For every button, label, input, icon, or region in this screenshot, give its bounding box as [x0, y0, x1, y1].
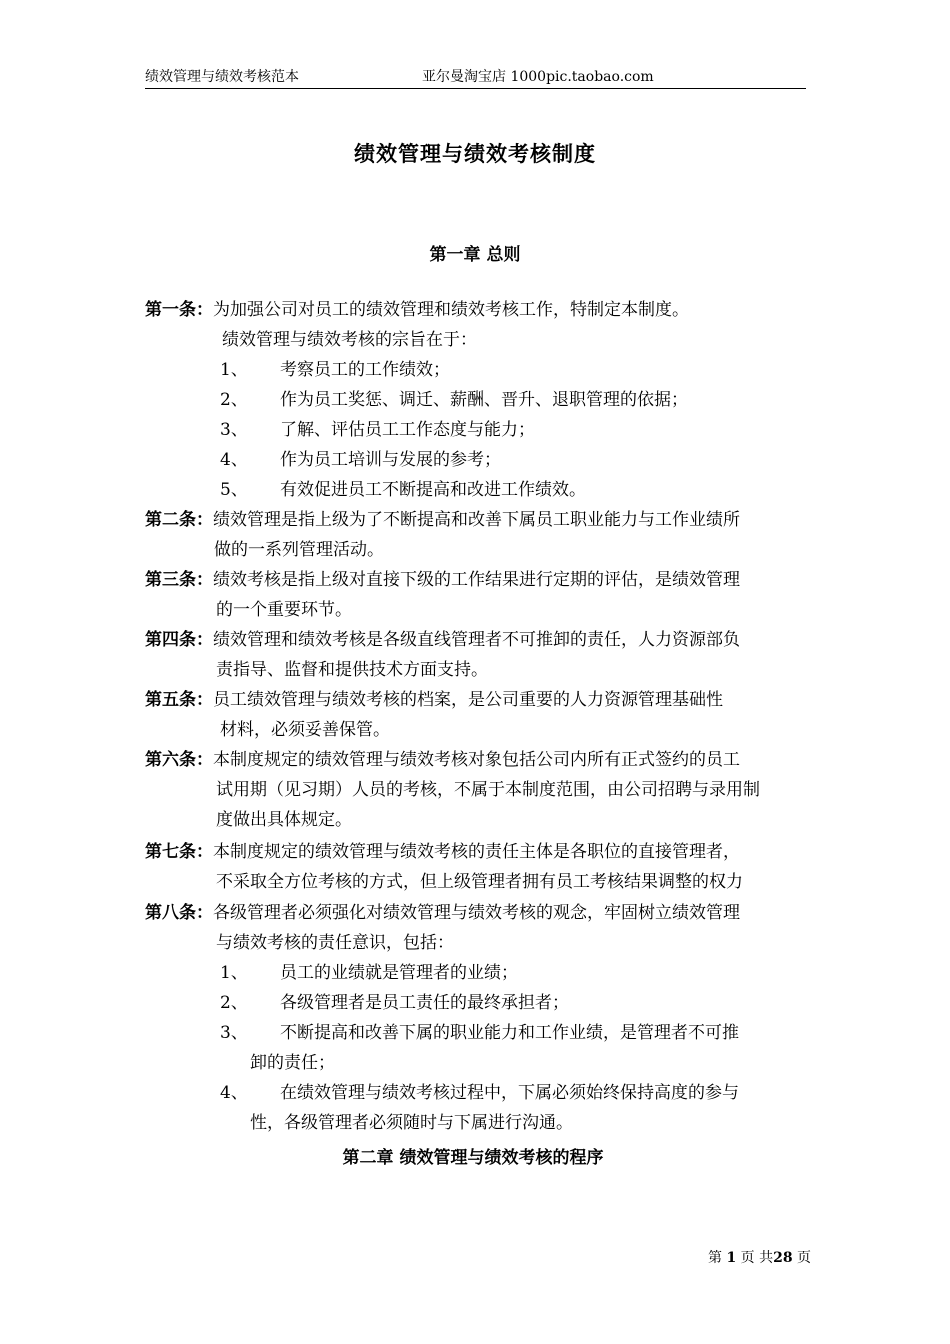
article-8 [145, 902, 740, 924]
chapter-2-heading: 第二章 绩效管理与绩效考核的程序 [342, 1148, 604, 1168]
list-item-text: 了解、评估员工工作态度与能力； [280, 420, 535, 440]
article-3 [145, 569, 740, 591]
article-8-continuation: 与绩效考核的责任意识，包括： [216, 933, 454, 953]
list-item-number: 2、 [220, 390, 248, 410]
page-footer [708, 1247, 811, 1267]
article-1-intro: 绩效管理与绩效考核的宗旨在于： [222, 330, 477, 350]
footer-page-number: 1 [726, 1250, 737, 1266]
footer-total-pages: 28 [773, 1250, 793, 1266]
list-item [220, 449, 501, 471]
article-8-label: 第八条： [145, 903, 213, 923]
article-1 [145, 299, 689, 321]
article-4-continuation: 责指导、监督和提供技术方面支持。 [216, 660, 488, 680]
article-6-continuation: 度做出具体规定。 [216, 810, 352, 830]
article-1-label: 第一条： [145, 300, 213, 320]
list-item [220, 359, 450, 381]
list-item-text: 在绩效管理与绩效考核过程中，下属必须始终保持高度的参与 [280, 1083, 739, 1103]
article-6-label: 第六条： [145, 750, 213, 770]
list-item [220, 992, 569, 1014]
list-item-text: 作为员工培训与发展的参考； [280, 450, 501, 470]
page-header [145, 66, 806, 89]
list-item [220, 1082, 739, 1104]
list-item [220, 419, 535, 441]
article-1-text: 为加强公司对员工的绩效管理和绩效考核工作，特制定本制度。 [213, 300, 689, 320]
article-5-continuation: 材料，必须妥善保管。 [220, 720, 390, 740]
list-item [220, 962, 518, 984]
list-item-number: 3、 [220, 420, 248, 440]
article-7-label: 第七条： [145, 842, 213, 862]
list-item-text: 有效促进员工不断提高和改进工作绩效。 [280, 480, 586, 500]
article-5-label: 第五条： [145, 690, 213, 710]
list-item [220, 1022, 739, 1044]
article-5 [145, 689, 723, 711]
footer-mid: 页 共 [740, 1250, 774, 1266]
article-6-text: 本制度规定的绩效管理与绩效考核对象包括公司内所有正式签约的员工 [213, 750, 740, 770]
list-item-text: 员工的业绩就是管理者的业绩； [280, 963, 518, 983]
article-3-label: 第三条： [145, 570, 213, 590]
article-2 [145, 509, 740, 531]
header-shop-name: 亚尔曼淘宝店 1000pic.taobao.com [422, 69, 654, 85]
list-item-text: 不断提高和改善下属的职业能力和工作业绩，是管理者不可推 [280, 1023, 739, 1043]
list-item [220, 479, 586, 501]
article-4 [145, 629, 740, 651]
article-7-continuation: 不采取全方位考核的方式，但上级管理者拥有员工考核结果调整的权力 [216, 872, 743, 892]
article-4-label: 第四条： [145, 630, 213, 650]
article-5-text: 员工绩效管理与绩效考核的档案，是公司重要的人力资源管理基础性 [213, 690, 723, 710]
article-8-text: 各级管理者必须强化对绩效管理与绩效考核的观念，牢固树立绩效管理 [213, 903, 740, 923]
list-item-number: 4、 [220, 450, 248, 470]
article-3-continuation: 的一个重要环节。 [216, 600, 352, 620]
article-3-text: 绩效考核是指上级对直接下级的工作结果进行定期的评估，是绩效管理 [213, 570, 740, 590]
document-title: 绩效管理与绩效考核制度 [354, 142, 596, 166]
article-2-text: 绩效管理是指上级为了不断提高和改善下属员工职业能力与工作业绩所 [213, 510, 740, 530]
list-item-text: 考察员工的工作绩效； [280, 360, 450, 380]
header-doc-name: 绩效管理与绩效考核范本 [145, 69, 299, 85]
list-item [220, 389, 688, 411]
list-item-number: 3、 [220, 1023, 248, 1043]
article-2-label: 第二条： [145, 510, 213, 530]
footer-prefix: 第 [708, 1250, 722, 1266]
list-item-number: 1、 [220, 360, 248, 380]
article-4-text: 绩效管理和绩效考核是各级直线管理者不可推卸的责任，人力资源部负 [213, 630, 740, 650]
list-item-number: 2、 [220, 993, 248, 1013]
footer-suffix: 页 [797, 1250, 812, 1266]
article-6-continuation: 试用期（见习期）人员的考核，不属于本制度范围，由公司招聘与录用制 [216, 780, 760, 800]
chapter-1-heading: 第一章 总则 [429, 245, 521, 265]
list-item-number: 1、 [220, 963, 248, 983]
article-6 [145, 749, 740, 771]
list-item-number: 4、 [220, 1083, 248, 1103]
list-item-text: 各级管理者是员工责任的最终承担者； [280, 993, 569, 1013]
list-item-text: 作为员工奖惩、调迁、薪酬、晋升、退职管理的依据； [280, 390, 688, 410]
list-item-continuation: 卸的责任； [250, 1053, 335, 1073]
article-2-continuation: 做的一系列管理活动。 [214, 540, 384, 560]
list-item-number: 5、 [220, 480, 248, 500]
list-item-continuation: 性，各级管理者必须随时与下属进行沟通。 [250, 1113, 573, 1133]
article-7 [145, 841, 740, 863]
article-7-text: 本制度规定的绩效管理与绩效考核的责任主体是各职位的直接管理者， [213, 842, 740, 862]
